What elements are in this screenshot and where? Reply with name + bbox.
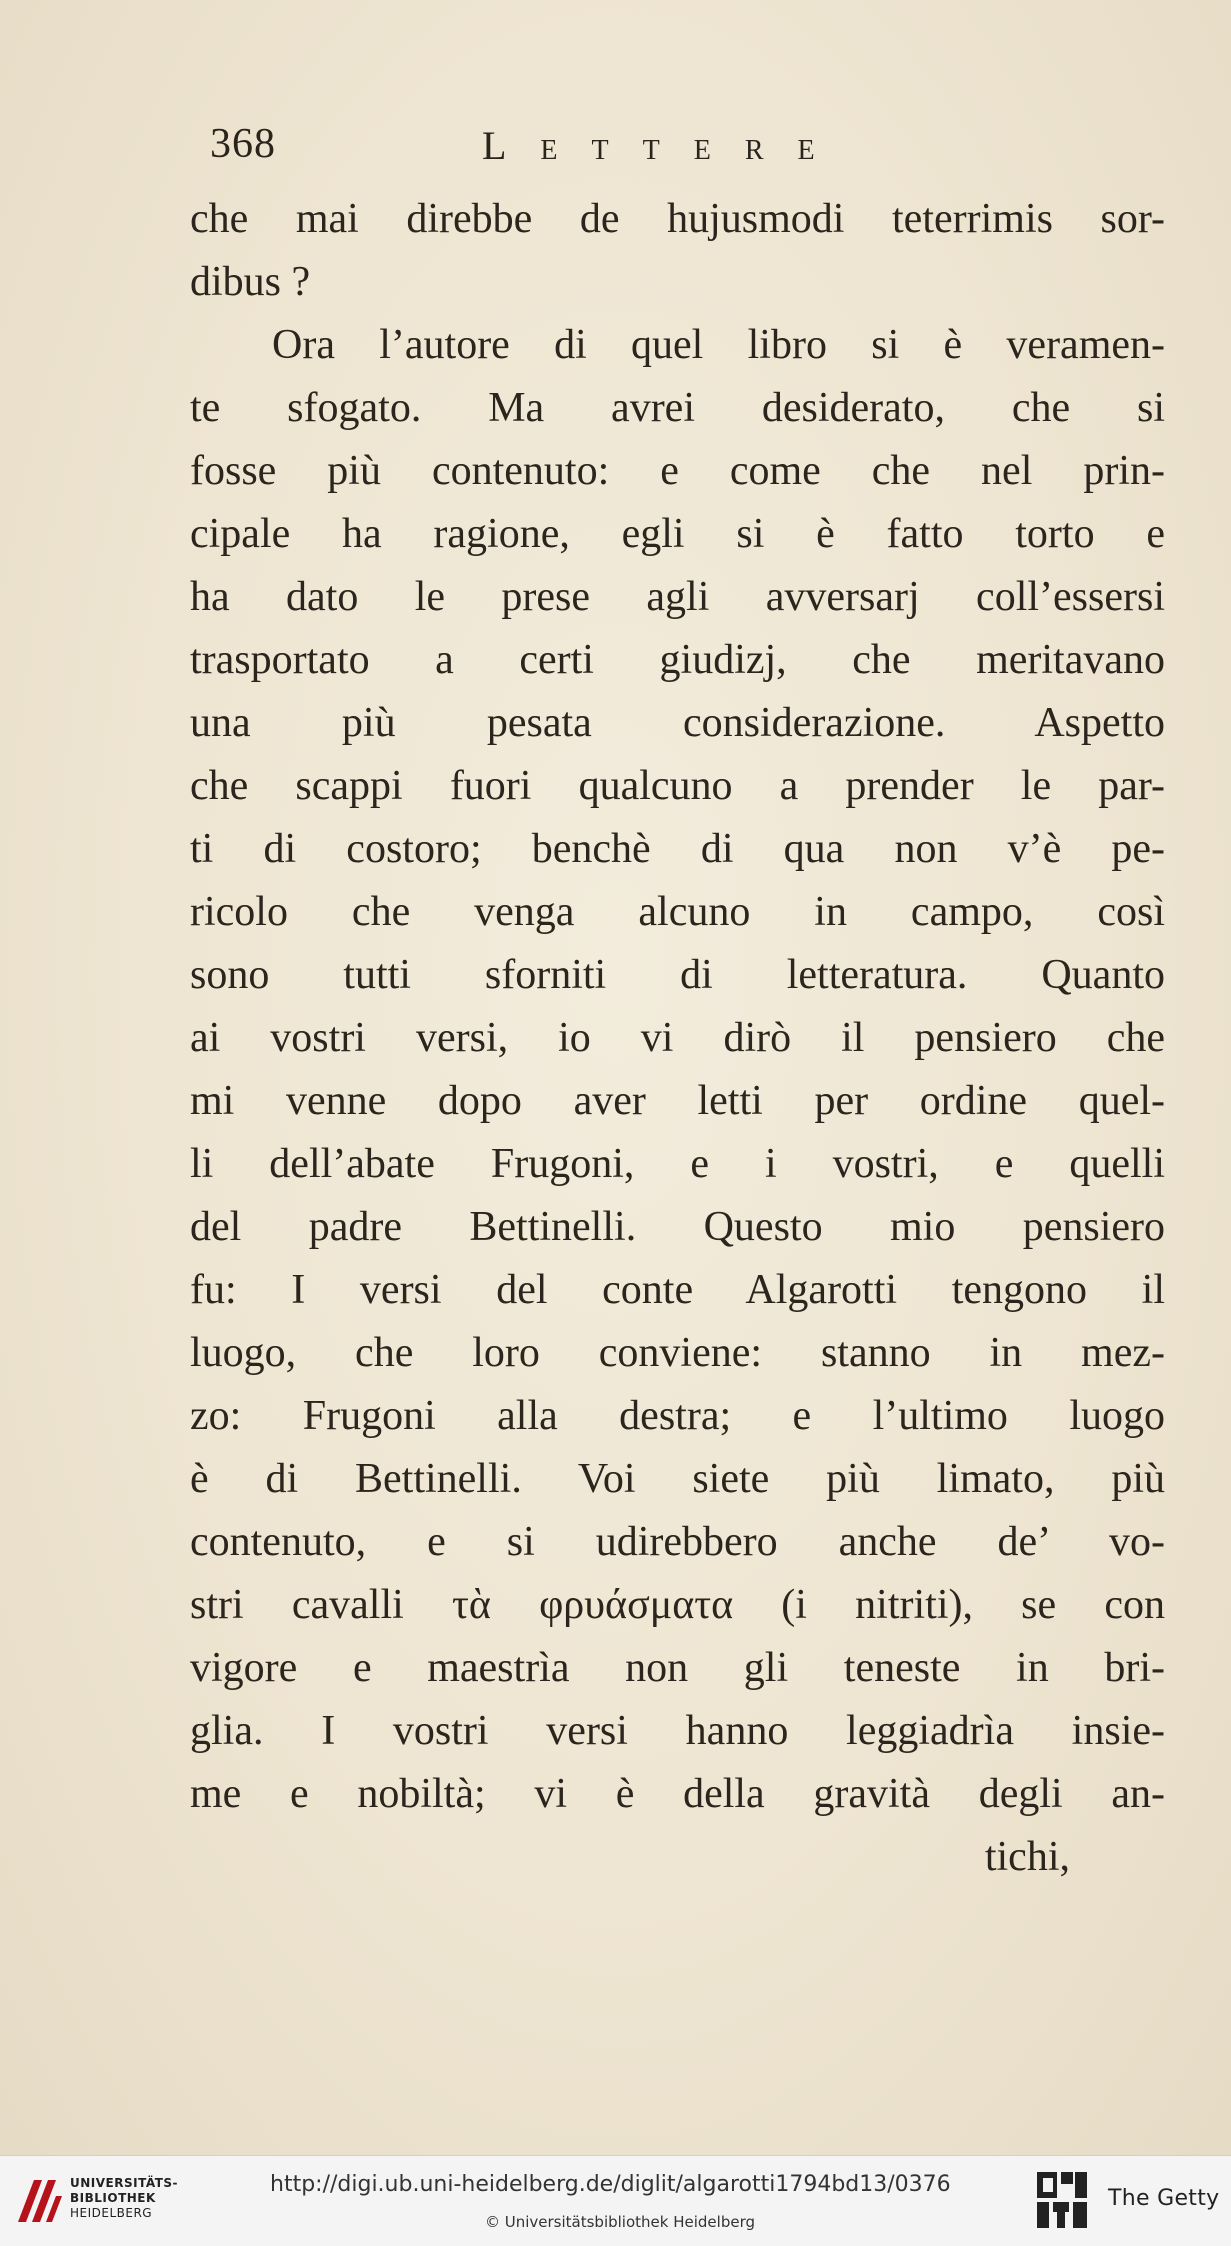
page-number: 368 — [210, 121, 276, 167]
copyright-notice: © Universitätsbibliothek Heidelberg — [484, 2213, 755, 2231]
text-line: fu: I versi del conte Algarotti tengono il — [190, 1267, 1165, 1313]
text-line: li dell’abate Frugoni, e i vostri, e quelli — [190, 1141, 1165, 1187]
text-line: ai vostri versi, io vi dirò il pensiero che — [190, 1015, 1165, 1061]
text-line: mi venne dopo aver letti per ordine quel- — [190, 1078, 1165, 1124]
text-line: me e nobiltà; vi è della gravità degli an- — [190, 1771, 1165, 1817]
text-line: ha dato le prese agli avversarj coll’essersi — [190, 574, 1165, 620]
text-line: è di Bettinelli. Voi siete più limato, più — [190, 1456, 1165, 1502]
catchword: tichi, — [984, 1834, 1070, 1880]
text-line: glia. I vostri versi hanno leggiadrìa insie- — [190, 1708, 1165, 1754]
text-line: cipale ha ragione, egli si è fatto torto e — [190, 511, 1165, 557]
text-line: sono tutti sforniti di letteratura. Quanto — [190, 952, 1165, 998]
text-line: fosse più contenuto: e come che nel prin- — [190, 448, 1165, 494]
text-line: ricolo che venga alcuno in campo, così — [190, 889, 1165, 935]
text-line: che scappi fuori qualcuno a prender le par- — [190, 763, 1165, 809]
page-header — [210, 120, 1160, 180]
text-line: che mai direbbe de hujusmodi teterrimis sor- — [190, 196, 1165, 242]
text-line: una più pesata considerazione. Aspetto — [190, 700, 1165, 746]
text-line: trasportato a certi giudizj, che meritavano — [190, 637, 1165, 683]
running-title: Lettere — [482, 123, 849, 168]
body-text — [190, 188, 1165, 1889]
text-line: luogo, che loro conviene: stanno in mez- — [190, 1330, 1165, 1376]
text-line: dibus ? — [190, 259, 311, 305]
permalink[interactable]: http://digi.ub.uni-heidelberg.de/diglit/algarotti1794bd13/0376 — [270, 2172, 951, 2197]
text-line: contenuto, e si udirebbero anche de’ vo- — [190, 1519, 1165, 1565]
text-line: te sfogato. Ma avrei desiderato, che si — [190, 385, 1165, 431]
text-line: stri cavalli τὰ φρυάσματα (i nitriti), se con — [190, 1582, 1165, 1628]
institution-name: UNIVERSITÄTS- BIBLIOTHEK HEIDELBERG — [70, 2176, 179, 2220]
viewer-footer — [0, 2155, 1231, 2246]
text-line: zo: Frugoni alla destra; e l’ultimo luogo — [190, 1393, 1165, 1439]
partner-name: The Getty — [1108, 2186, 1220, 2211]
text-line: del padre Bettinelli. Questo mio pensiero — [190, 1204, 1165, 1250]
text-line: ti di costoro; benchè di qua non v’è pe- — [190, 826, 1165, 872]
text-line: vigore e maestrìa non gli teneste in bri- — [190, 1645, 1165, 1691]
text-line: Ora l’autore di quel libro si è veramen- — [272, 322, 1165, 368]
university-library-logo-icon — [12, 2174, 67, 2229]
getty-logo-icon — [1035, 2170, 1091, 2232]
